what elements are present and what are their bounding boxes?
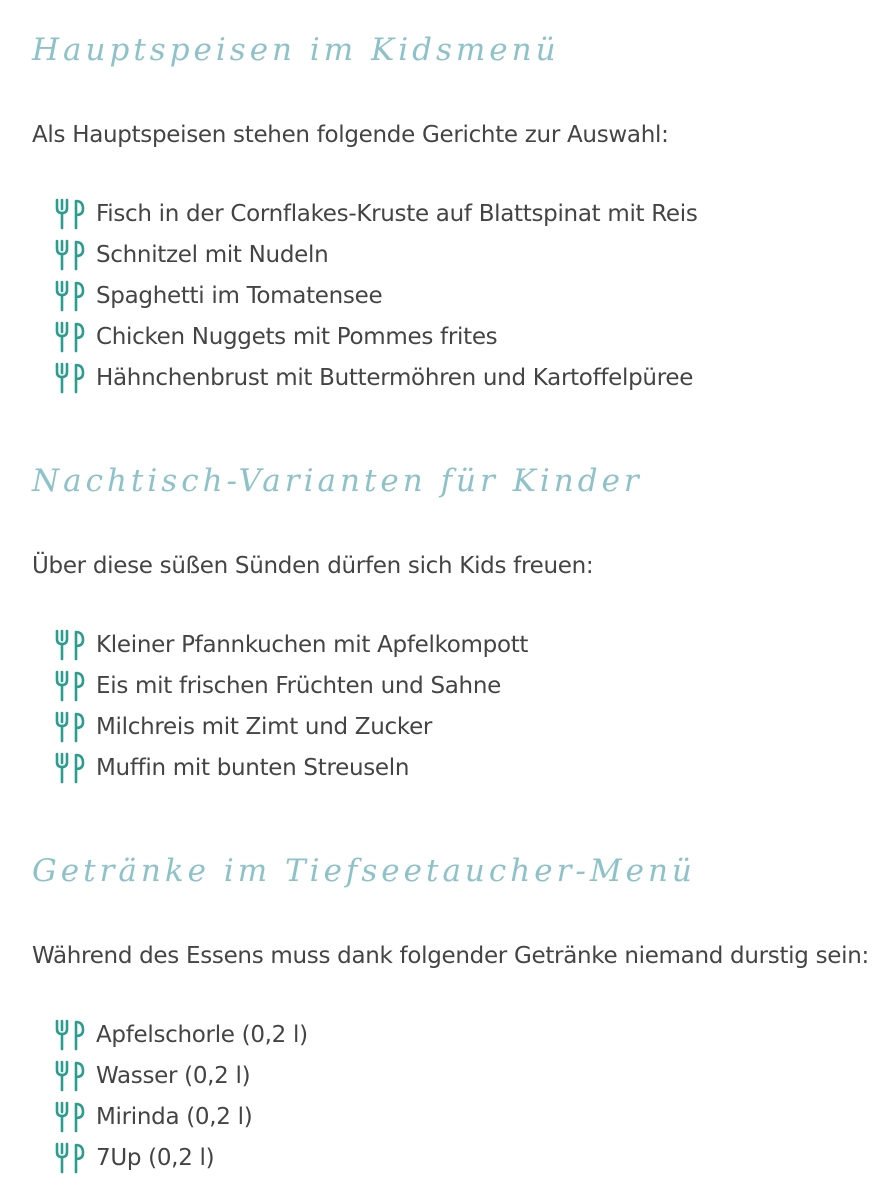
- cutlery-icon: [54, 361, 86, 395]
- list-item: [54, 234, 698, 275]
- list-item-label: Spaghetti im Tomatensee: [96, 282, 383, 309]
- list-item: [54, 747, 643, 788]
- list-item-label: Kleiner Pfannkuchen mit Apfelkompott: [96, 631, 529, 658]
- list-item-label: Wasser (0,2 l): [96, 1062, 251, 1089]
- section-title: Hauptspeisen im Kidsmenü: [32, 32, 560, 68]
- list-item-label: Hähnchenbrust mit Buttermöhren und Kartoffelpüree: [96, 364, 694, 391]
- list-item-label: 7Up (0,2 l): [96, 1144, 215, 1171]
- list-item: [54, 357, 698, 398]
- section-drinks: [32, 851, 869, 1178]
- list-item: [54, 706, 643, 747]
- list-item: [54, 1096, 869, 1137]
- cutlery-icon: [54, 238, 86, 272]
- list-item-label: Fisch in der Cornflakes-Kruste auf Blattspinat mit Reis: [96, 200, 698, 227]
- list-item-label: Schnitzel mit Nudeln: [96, 241, 329, 268]
- list-item-label: Mirinda (0,2 l): [96, 1103, 253, 1130]
- cutlery-icon: [54, 669, 86, 703]
- section-title: Getränke im Tiefseetaucher-Menü: [32, 853, 696, 889]
- drink-list: [32, 1014, 869, 1178]
- list-item-label: Apfelschorle (0,2 l): [96, 1021, 308, 1048]
- list-item: [54, 665, 643, 706]
- cutlery-icon: [54, 320, 86, 354]
- cutlery-icon: [54, 1018, 86, 1052]
- cutlery-icon: [54, 1141, 86, 1175]
- cutlery-icon: [54, 710, 86, 744]
- cutlery-icon: [54, 628, 86, 662]
- cutlery-icon: [54, 197, 86, 231]
- list-item: [54, 1014, 869, 1055]
- list-item: [54, 275, 698, 316]
- list-item: [54, 193, 698, 234]
- section-title: Nachtisch-Varianten für Kinder: [32, 463, 643, 499]
- list-item-label: Chicken Nuggets mit Pommes frites: [96, 323, 498, 350]
- section-intro: Während des Essens muss dank folgender Getränke niemand durstig sein:: [32, 943, 869, 969]
- section-main-dishes: [32, 30, 698, 398]
- dessert-list: [32, 624, 643, 788]
- section-intro: Über diese süßen Sünden dürfen sich Kids freuen:: [32, 553, 594, 579]
- list-item: [54, 1055, 869, 1096]
- list-item-label: Milchreis mit Zimt und Zucker: [96, 713, 433, 740]
- section-desserts: [32, 461, 643, 788]
- cutlery-icon: [54, 1100, 86, 1134]
- cutlery-icon: [54, 751, 86, 785]
- list-item: [54, 624, 643, 665]
- section-intro: Als Hauptspeisen stehen folgende Gerichte zur Auswahl:: [32, 122, 669, 148]
- list-item-label: Eis mit frischen Früchten und Sahne: [96, 672, 501, 699]
- cutlery-icon: [54, 1059, 86, 1093]
- cutlery-icon: [54, 279, 86, 313]
- list-item-label: Muffin mit bunten Streuseln: [96, 754, 410, 781]
- dish-list: [32, 193, 698, 398]
- list-item: [54, 1137, 869, 1178]
- list-item: [54, 316, 698, 357]
